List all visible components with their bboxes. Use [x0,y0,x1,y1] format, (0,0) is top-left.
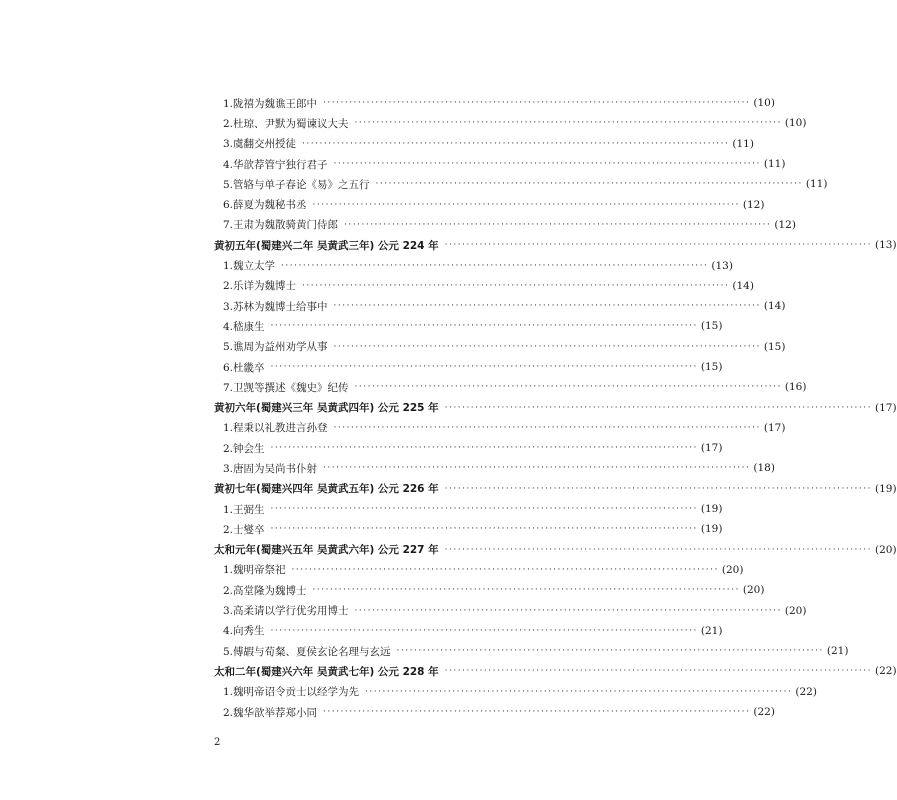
toc-title: 5.管辂与单子春论《易》之五行 [223,178,370,191]
toc-entry [214,560,744,580]
toc-entry [214,702,775,722]
dot-leader: ·································································································· [333,422,761,433]
toc-title: 1.程秉以礼教进言孙登 [223,422,328,435]
toc-page-ref: (22) [795,685,817,698]
dot-leader: ·································································································· [312,199,740,210]
toc-title: 7.王肃为魏散骑黄门侍郎 [223,219,339,232]
dot-leader: ·································································································· [270,625,698,636]
dot-leader: ·································································································· [270,362,698,372]
dot-leader: ·································································································· [281,260,709,271]
toc-page-ref: (11) [805,178,828,191]
toc-page-ref: (13) [711,259,733,272]
dot-leader: ·································································································· [444,402,873,413]
dot-leader: ·································································································· [444,240,873,251]
toc-title: 6.杜畿卒 [223,361,265,374]
toc-page-ref: (22) [753,706,775,719]
table-of-contents [214,93,897,722]
toc-entry [214,621,723,641]
toc-page-ref: (20) [784,604,807,617]
toc-page-ref: (15) [700,320,723,333]
toc-entry [214,357,723,377]
dot-leader: ·································································································· [375,179,803,190]
toc-page-ref: (17) [875,401,897,414]
toc-year-heading [214,661,897,681]
toc-title: 2.钟会生 [223,442,265,455]
toc-page-ref: (15) [763,340,786,353]
dot-leader: ·································································································· [323,463,751,474]
toc-title: 3.高柔请以学行优劣用博士 [223,605,349,618]
toc-page-ref: (12) [742,198,765,211]
page-number: 2 [214,737,221,748]
dot-leader: ·································································································· [354,382,782,393]
toc-page-ref: (21) [826,645,849,658]
toc-title: 黄初六年(蜀建兴三年 吴黄武四年) 公元 225 年 [214,402,439,415]
toc-title: 1.魏明帝诏令贡士以经学为先 [223,686,360,699]
toc-title: 4.华歆荐管宁独行君子 [223,158,328,171]
toc-entry [214,154,786,174]
toc-title: 6.薛夏为魏秘书丞 [223,199,307,212]
toc-title: 2.高堂隆为魏博士 [223,584,307,597]
toc-entry [214,682,817,702]
toc-page-ref: (17) [700,442,723,455]
toc-title: 5.傅嘏与荀粲、夏侯玄论名理与玄远 [223,645,391,658]
toc-title: 5.谯周为益州劝学从事 [223,341,328,354]
toc-page-ref: (21) [700,624,723,637]
dot-leader: ·································································································· [312,585,740,596]
toc-title: 7.卫觊等撰述《魏史》纪传 [223,381,349,394]
toc-entry [214,600,807,620]
toc-entry [214,418,786,438]
dot-leader: ·································································································· [270,524,698,535]
toc-title: 2.杜琼、尹默为蜀谏议大夫 [223,117,349,130]
toc-title: 1.魏立太学 [223,260,276,273]
toc-entry [214,194,765,214]
toc-entry [214,316,723,336]
dot-leader: ·································································································· [302,138,730,149]
dot-leader: ·································································································· [333,159,761,170]
toc-entry [214,580,765,600]
toc-year-heading [214,235,897,255]
toc-page-ref: (13) [875,239,897,252]
toc-title: 太和二年(蜀建兴六年 吴黄武七年) 公元 228 年 [214,665,439,678]
dot-leader: ·································································································· [270,321,698,332]
dot-leader: ·································································································· [444,544,873,555]
toc-title: 黄初五年(蜀建兴二年 吴黄武三年) 公元 224 年 [214,239,439,252]
toc-entry [214,174,828,194]
toc-entry [214,499,723,519]
toc-page-ref: (20) [721,563,744,576]
toc-year-heading [214,540,897,560]
dot-leader: ·································································································· [333,341,761,352]
toc-page-ref: (11) [732,137,754,150]
toc-title: 4.嵇康生 [223,320,265,333]
dot-leader: ·································································································· [323,98,751,109]
toc-entry [214,337,786,357]
toc-title: 黄初七年(蜀建兴四年 吴黄武五年) 公元 226 年 [214,483,439,496]
toc-entry [214,134,754,154]
toc-title: 3.唐固为吴尚书仆射 [223,462,318,475]
toc-page-ref: (19) [700,523,723,536]
toc-year-heading [214,479,897,499]
toc-title: 3.苏林为魏博士给事中 [223,300,328,313]
dot-leader: ·································································································· [354,118,782,129]
toc-entry [214,438,723,458]
toc-year-heading [214,397,897,417]
toc-page-ref: (19) [875,482,897,495]
dot-leader: ·································································································· [333,301,761,312]
toc-entry [214,377,807,397]
toc-page-ref: (18) [753,462,775,475]
dot-leader: ·································································································· [323,707,751,718]
toc-entry [214,276,754,296]
toc-title: 2.乐详为魏博士 [223,280,297,293]
toc-page-ref: (12) [774,218,796,231]
toc-page-ref: (15) [700,361,723,373]
toc-page-ref: (10) [753,97,775,110]
toc-page-ref: (20) [742,584,765,597]
toc-title: 2.士燮卒 [223,523,265,536]
toc-entry [214,255,733,275]
toc-page-ref: (20) [875,543,897,556]
toc-page-ref: (14) [732,279,754,292]
toc-entry [214,519,723,539]
toc-page-ref: (17) [763,421,786,434]
toc-entry [214,93,775,113]
toc-title: 1.陇禧为魏谯王郎中 [223,97,318,110]
dot-leader: ·································································································· [444,666,873,677]
toc-entry [214,296,786,316]
toc-page-ref: (11) [763,158,786,171]
toc-title: 2.魏华歆举荐郑小同 [223,706,318,719]
toc-title: 1.王弼生 [223,503,265,516]
toc-title: 1.魏明帝祭祀 [223,564,286,577]
dot-leader: ·································································································· [444,483,873,494]
toc-page-ref: (16) [784,381,807,394]
toc-entry [214,113,807,133]
toc-entry [214,458,775,478]
dot-leader: ·································································································· [365,686,793,697]
toc-title: 4.向秀生 [223,625,265,638]
dot-leader: ·································································································· [302,280,730,291]
toc-title: 3.虞翻交州授徒 [223,138,297,151]
dot-leader: ·································································································· [270,504,698,515]
toc-page-ref: (14) [763,300,786,313]
dot-leader: ·································································································· [270,443,698,454]
toc-page-ref: (19) [700,503,723,516]
toc-page-ref: (10) [784,117,807,130]
toc-title: 太和元年(蜀建兴五年 吴黄武六年) 公元 227 年 [214,544,439,557]
dot-leader: ·································································································· [344,219,772,230]
toc-entry [214,641,849,661]
dot-leader: ·································································································· [396,646,824,657]
dot-leader: ·································································································· [354,605,782,616]
toc-page-ref: (22) [875,665,897,678]
dot-leader: ·································································································· [291,564,719,575]
toc-entry [214,215,796,235]
